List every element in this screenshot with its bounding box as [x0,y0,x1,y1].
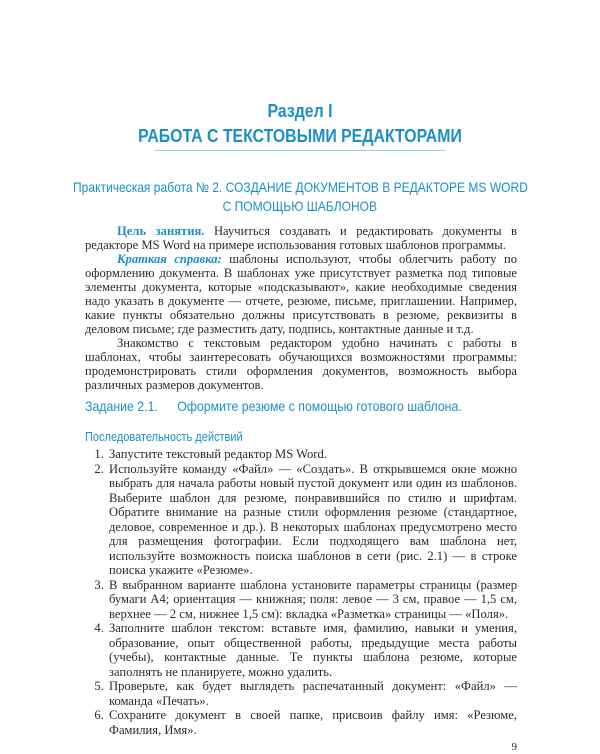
practical-work-title-line1: Практическая работа № 2. СОЗДАНИЕ ДОКУМЕНТОВ В РЕДАКТОРЕ MS WORD [72,179,528,195]
steps-heading: Последовательность действий [85,430,243,444]
goal-paragraph [85,224,517,252]
step-item: 6. Сохраните документ в своей папке, присвоив файлу имя: «Резюме, Фамилия, Имя». [107,708,517,737]
steps-list-container [85,447,517,754]
section-label: Раздел I [267,101,333,121]
intro-paragraph-3: Знакомство с текстовым редактором удобно начинать с работы в шаблонах, чтобы заинтересовать обучающихся возможностями программы: продемонстрировать стили оформления документов, возможность выбора различных размеров документов. [85,336,517,392]
practical-work-title-line2: С ПОМОЩЬЮ ШАБЛОНОВ [222,198,378,214]
step-item: 4. Заполните шаблон текстом: вставьте имя, фамилию, навыки и умения, образование, опыт общественной работы, предыдущие места работы (учебы), контактные данные. Те пункты шаблона резюме, которые заполнять не планируете, можно удалить. [107,621,517,679]
practical-work-title [0,178,600,216]
goal-text: Научиться создавать и редактировать документы в редакторе MS Word на примере использования готовых шаблонов программы. [85,224,517,252]
step-item: 3. В выбранном варианте шаблона установите параметры страницы (размер бумаги А4; ориентация — книжная; поля: левое — 3 см, правое — 1,5 см, верхнее — 2 см, нижнее 1,5 см): вкладка «Разметка» страницы — «Поля». [107,578,517,622]
steps-list [85,447,517,737]
step-item: 2. Используйте команду «Файл» — «Создать». В открывшемся окне можно выбрать для начала работы новый пустой документ или один из шаблонов. Выберите шаблон для резюме, понравившийся по стилю и шрифтам. Обратите внимание на разные стили оформления резюме (стандартное, деловое, современное и др.). В некоторых шаблонах предусмотрено место для размещения фотографии. Если подходящего вам шаблона нет, используйте возможность поиска шаблонов в сети (рис. 2.1) — в строке поиска укажите «Резюме». [107,462,517,578]
section-title: РАБОТА С ТЕКСТОВЫМИ РЕДАКТОРАМИ [138,126,462,146]
reference-text: шаблоны используют, чтобы облегчить работу по оформлению документа. В шаблонах уже присутствует разметка под типовые элементы документа, которые «подсказывают», какие необходимые сведения надо указать в документе — отчете, резюме, письме, приглашении. Например, какие пункты обязательно должны присутствовать в резюме, реквизиты в деловом письме; где разместить дату, подпись, контактные данные и т.д. [85,252,517,336]
heading-divider [155,150,445,151]
step-item: 5. Проверьте, как будет выглядеть распечатанный документ: «Файл» — команда «Печать». [107,679,517,708]
goal-label: Цель занятия. [117,224,205,238]
intro-text [85,224,517,392]
page-number: 9 [511,741,517,753]
task-heading [85,398,462,414]
section-heading [36,99,564,149]
step-item: 1. Запустите текстовый редактор MS Word. [107,447,517,462]
reference-label: Краткая справка: [117,252,222,266]
task-title: Оформите резюме с помощью готового шаблона. [177,398,462,414]
reference-paragraph [85,252,517,336]
task-number: Задание 2.1. [85,398,158,414]
